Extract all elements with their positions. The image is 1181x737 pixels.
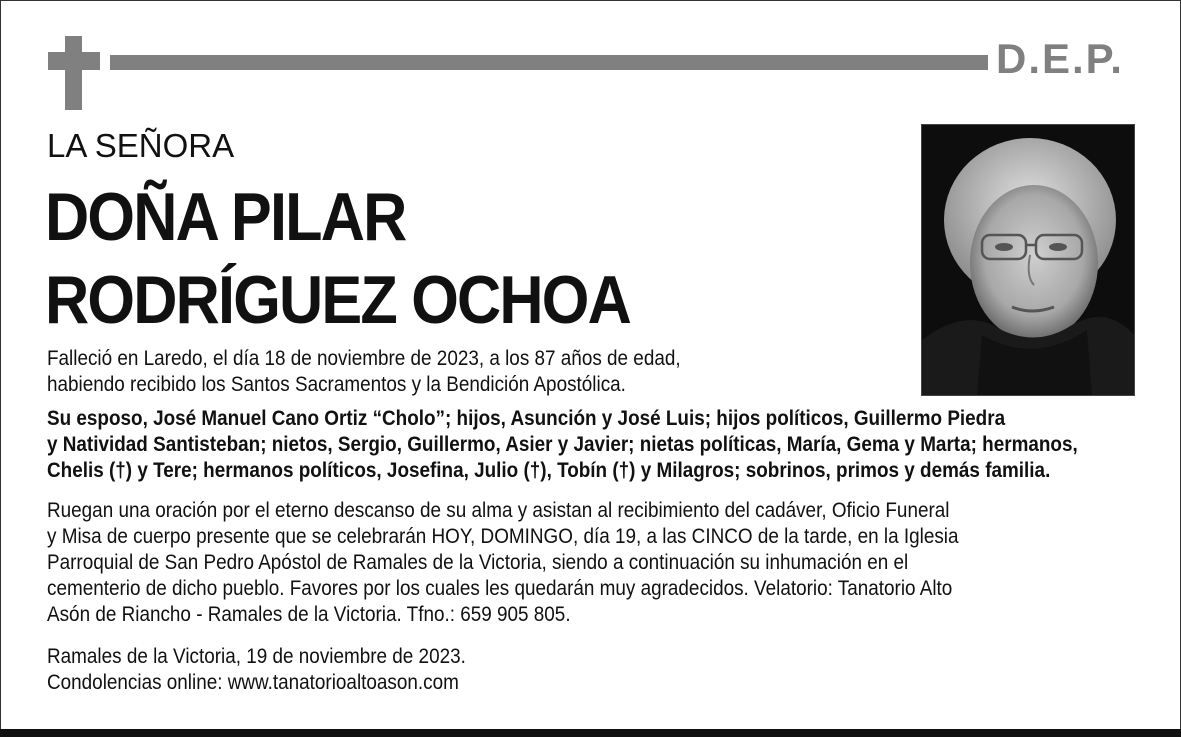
- deceased-photo: [921, 124, 1135, 396]
- service-line: Asón de Riancho - Ramales de la Victoria. Tfno.: 659 905 805.: [47, 603, 571, 626]
- condolences-line: Condolencias online: www.tanatorioaltoason.com: [47, 671, 459, 694]
- cross-icon: [48, 36, 100, 110]
- family-line: Su esposo, José Manuel Cano Ortiz “Cholo”; hijos, Asunción y José Luis; hijos políticos, Guillermo Piedra: [47, 407, 1006, 430]
- death-line: Falleció en Laredo, el día 18 de noviembre de 2023, a los 87 años de edad,: [47, 347, 681, 370]
- family-line: Chelis (†) y Tere; hermanos políticos, Josefina, Julio (†), Tobín (†) y Milagros; sobrinos, primos y demás familia.: [47, 459, 1051, 482]
- deceased-name: [45, 176, 630, 342]
- service-line: y Misa de cuerpo presente que se celebrarán HOY, DOMINGO, día 19, a las CINCO de la tarde, en la Iglesia: [47, 525, 959, 548]
- family-line: y Natividad Santisteban; nietos, Sergio, Guillermo, Asier y Javier; nietas políticas, María, Gema y Marta; hermanos,: [47, 433, 1078, 456]
- service-line: Ruegan una oración por el eterno descanso de su alma y asistan al recibimiento del cadáver, Oficio Funeral: [47, 499, 950, 522]
- dep-label: D.E.P.: [996, 35, 1124, 82]
- service-line: cementerio de dicho pueblo. Favores por los cuales les quedarán muy agradecidos. Velatorio: Tanatorio Alto: [47, 577, 953, 600]
- title-label: LA SEÑORA: [47, 127, 235, 164]
- service-line: Parroquial de San Pedro Apóstol de Ramales de la Victoria, siendo a continuación su inhumación en el: [47, 551, 909, 574]
- bottom-bar: [0, 729, 1181, 737]
- closing-paragraph: [47, 644, 466, 696]
- death-line: habiendo recibido los Santos Sacramentos y la Bendición Apostólica.: [47, 373, 626, 396]
- service-paragraph: [47, 498, 959, 628]
- death-paragraph: [47, 346, 681, 398]
- header-rule: [110, 55, 988, 70]
- portrait-image: [922, 125, 1134, 395]
- family-paragraph: [47, 406, 1078, 484]
- name-line-1: DOÑA PILAR: [45, 179, 406, 255]
- place-date-line: Ramales de la Victoria, 19 de noviembre de 2023.: [47, 645, 466, 668]
- name-line-2: RODRÍGUEZ OCHOA: [45, 262, 630, 338]
